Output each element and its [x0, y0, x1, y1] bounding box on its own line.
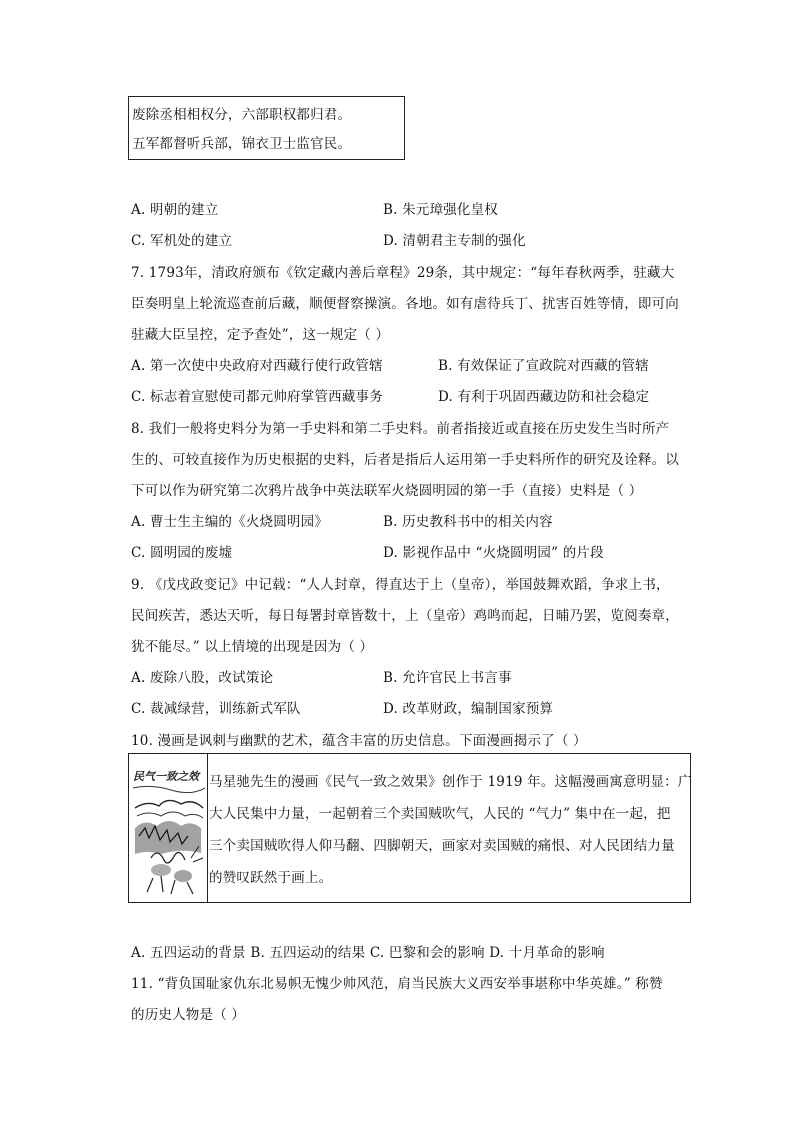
q9-option-c: C. 裁减绿营，训练新式军队	[131, 701, 301, 717]
q8-option-a: A. 曹士生主编的《火烧圆明园》	[131, 514, 329, 530]
q7-stem-line-3: 驻藏大臣呈控，定予查处”，这一规定（ ）	[131, 327, 390, 343]
q9-stem-line-2: 民间疾苦，悉达天听，每日每署封章皆数十，上（皇帝）鸡鸣而起，日晡乃罢，览阅奏章，	[131, 608, 679, 624]
q10-stem: 10. 漫画是讽刺与幽默的艺术，蕴含丰富的历史信息。下面漫画揭示了（ ）	[131, 733, 587, 749]
cartoon-title: 民气一致之效	[133, 770, 199, 783]
q6-option-a: A. 明朝的建立	[131, 202, 219, 218]
q11-stem-line-2: 的历史人物是（ ）	[131, 1007, 246, 1023]
q7-option-a: A. 第一次使中央政府对西藏行使行政管辖	[131, 358, 383, 374]
q9-stem-line-3: 犹不能尽。” 以上情境的出现是因为（ ）	[131, 639, 374, 655]
q8-stem-line-2: 生的、可较直接作为历史根据的史料，后者是指后人运用第一手史料所作的研究及诠释。以	[131, 452, 679, 468]
q9-stem-line-1: 9. 《戊戌政变记》中记载：“人人封章，得直达于上（皇帝），举国鼓舞欢蹈，争求上书，	[131, 577, 670, 593]
q7-option-b: B. 有效保证了宣政院对西藏的管辖	[438, 358, 649, 374]
q9-option-d: D. 改革财政，编制国家预算	[383, 701, 554, 717]
q10-options: A. 五四运动的背景 B. 五四运动的结果 C. 巴黎和会的影响 D. 十月革命的影响	[131, 945, 605, 961]
q11-stem-line-1: 11. “背负国耻家仇东北易帜无愧少帅风范，肩当民族大义西安举事堪称中华英雄。” 称赞	[131, 976, 663, 992]
q6-option-d: D. 清朝君主专制的强化	[383, 233, 526, 249]
q8-option-c: C. 圆明园的废墟	[131, 545, 233, 561]
q7-stem-line-1: 7. 1793年，清政府颁布《钦定藏内善后章程》29条，其中规定：“每年春秋两季，驻藏大	[131, 265, 675, 281]
cartoon-desc-line-2: 大人民集中力量，一起朝着三个卖国贼吹气，人民的 “气力” 集中在一起，把	[209, 806, 671, 822]
q7-option-c: C. 标志着宣慰使司都元帅府掌管西藏事务	[131, 389, 383, 405]
q8-stem-line-1: 8. 我们一般将史料分为第一手史料和第二手史料。前者指接近或直接在历史发生当时所产	[131, 421, 670, 437]
q9-option-b: B. 允许官民上书言事	[383, 670, 512, 686]
poem-line-1: 废除丞相相权分，六部职权都归君。	[132, 107, 352, 123]
q8-stem-line-3: 下可以作为研究第二次鸦片战争中英法联军火烧圆明园的第一手（直接）史料是（ ）	[131, 483, 643, 499]
cartoon-desc-line-1: 马星驰先生的漫画《民气一致之效果》创作于 1919 年。这幅漫画寓意明显：广	[209, 774, 692, 790]
poem-excerpt-box	[128, 96, 405, 160]
cartoon-desc-line-4: 的赞叹跃然于画上。	[209, 870, 333, 886]
cartoon-image	[131, 758, 205, 900]
q7-stem-line-2: 臣奏明皇上轮流巡查前后藏，顺便督察操演。各地。如有虐待兵丁、扰害百姓等情，即可向	[131, 296, 679, 312]
box-divider	[207, 754, 208, 902]
cartoon-description-box	[128, 753, 691, 903]
q8-option-d: D. 影视作品中 “火烧圆明园” 的片段	[383, 545, 604, 561]
q8-option-b: B. 历史教科书中的相关内容	[383, 514, 553, 530]
cartoon-desc-line-3: 三个卖国贼吹得人仰马翻、四脚朝天，画家对卖国贼的痛恨、对人民团结力量	[209, 838, 675, 854]
q7-option-d: D. 有利于巩固西藏边防和社会稳定	[438, 389, 650, 405]
poem-line-2: 五军都督听兵部，锦衣卫士监官民。	[132, 136, 352, 152]
q9-option-a: A. 废除八股，改试策论	[131, 670, 274, 686]
q6-option-c: C. 军机处的建立	[131, 233, 233, 249]
q6-option-b: B. 朱元璋强化皇权	[383, 202, 499, 218]
